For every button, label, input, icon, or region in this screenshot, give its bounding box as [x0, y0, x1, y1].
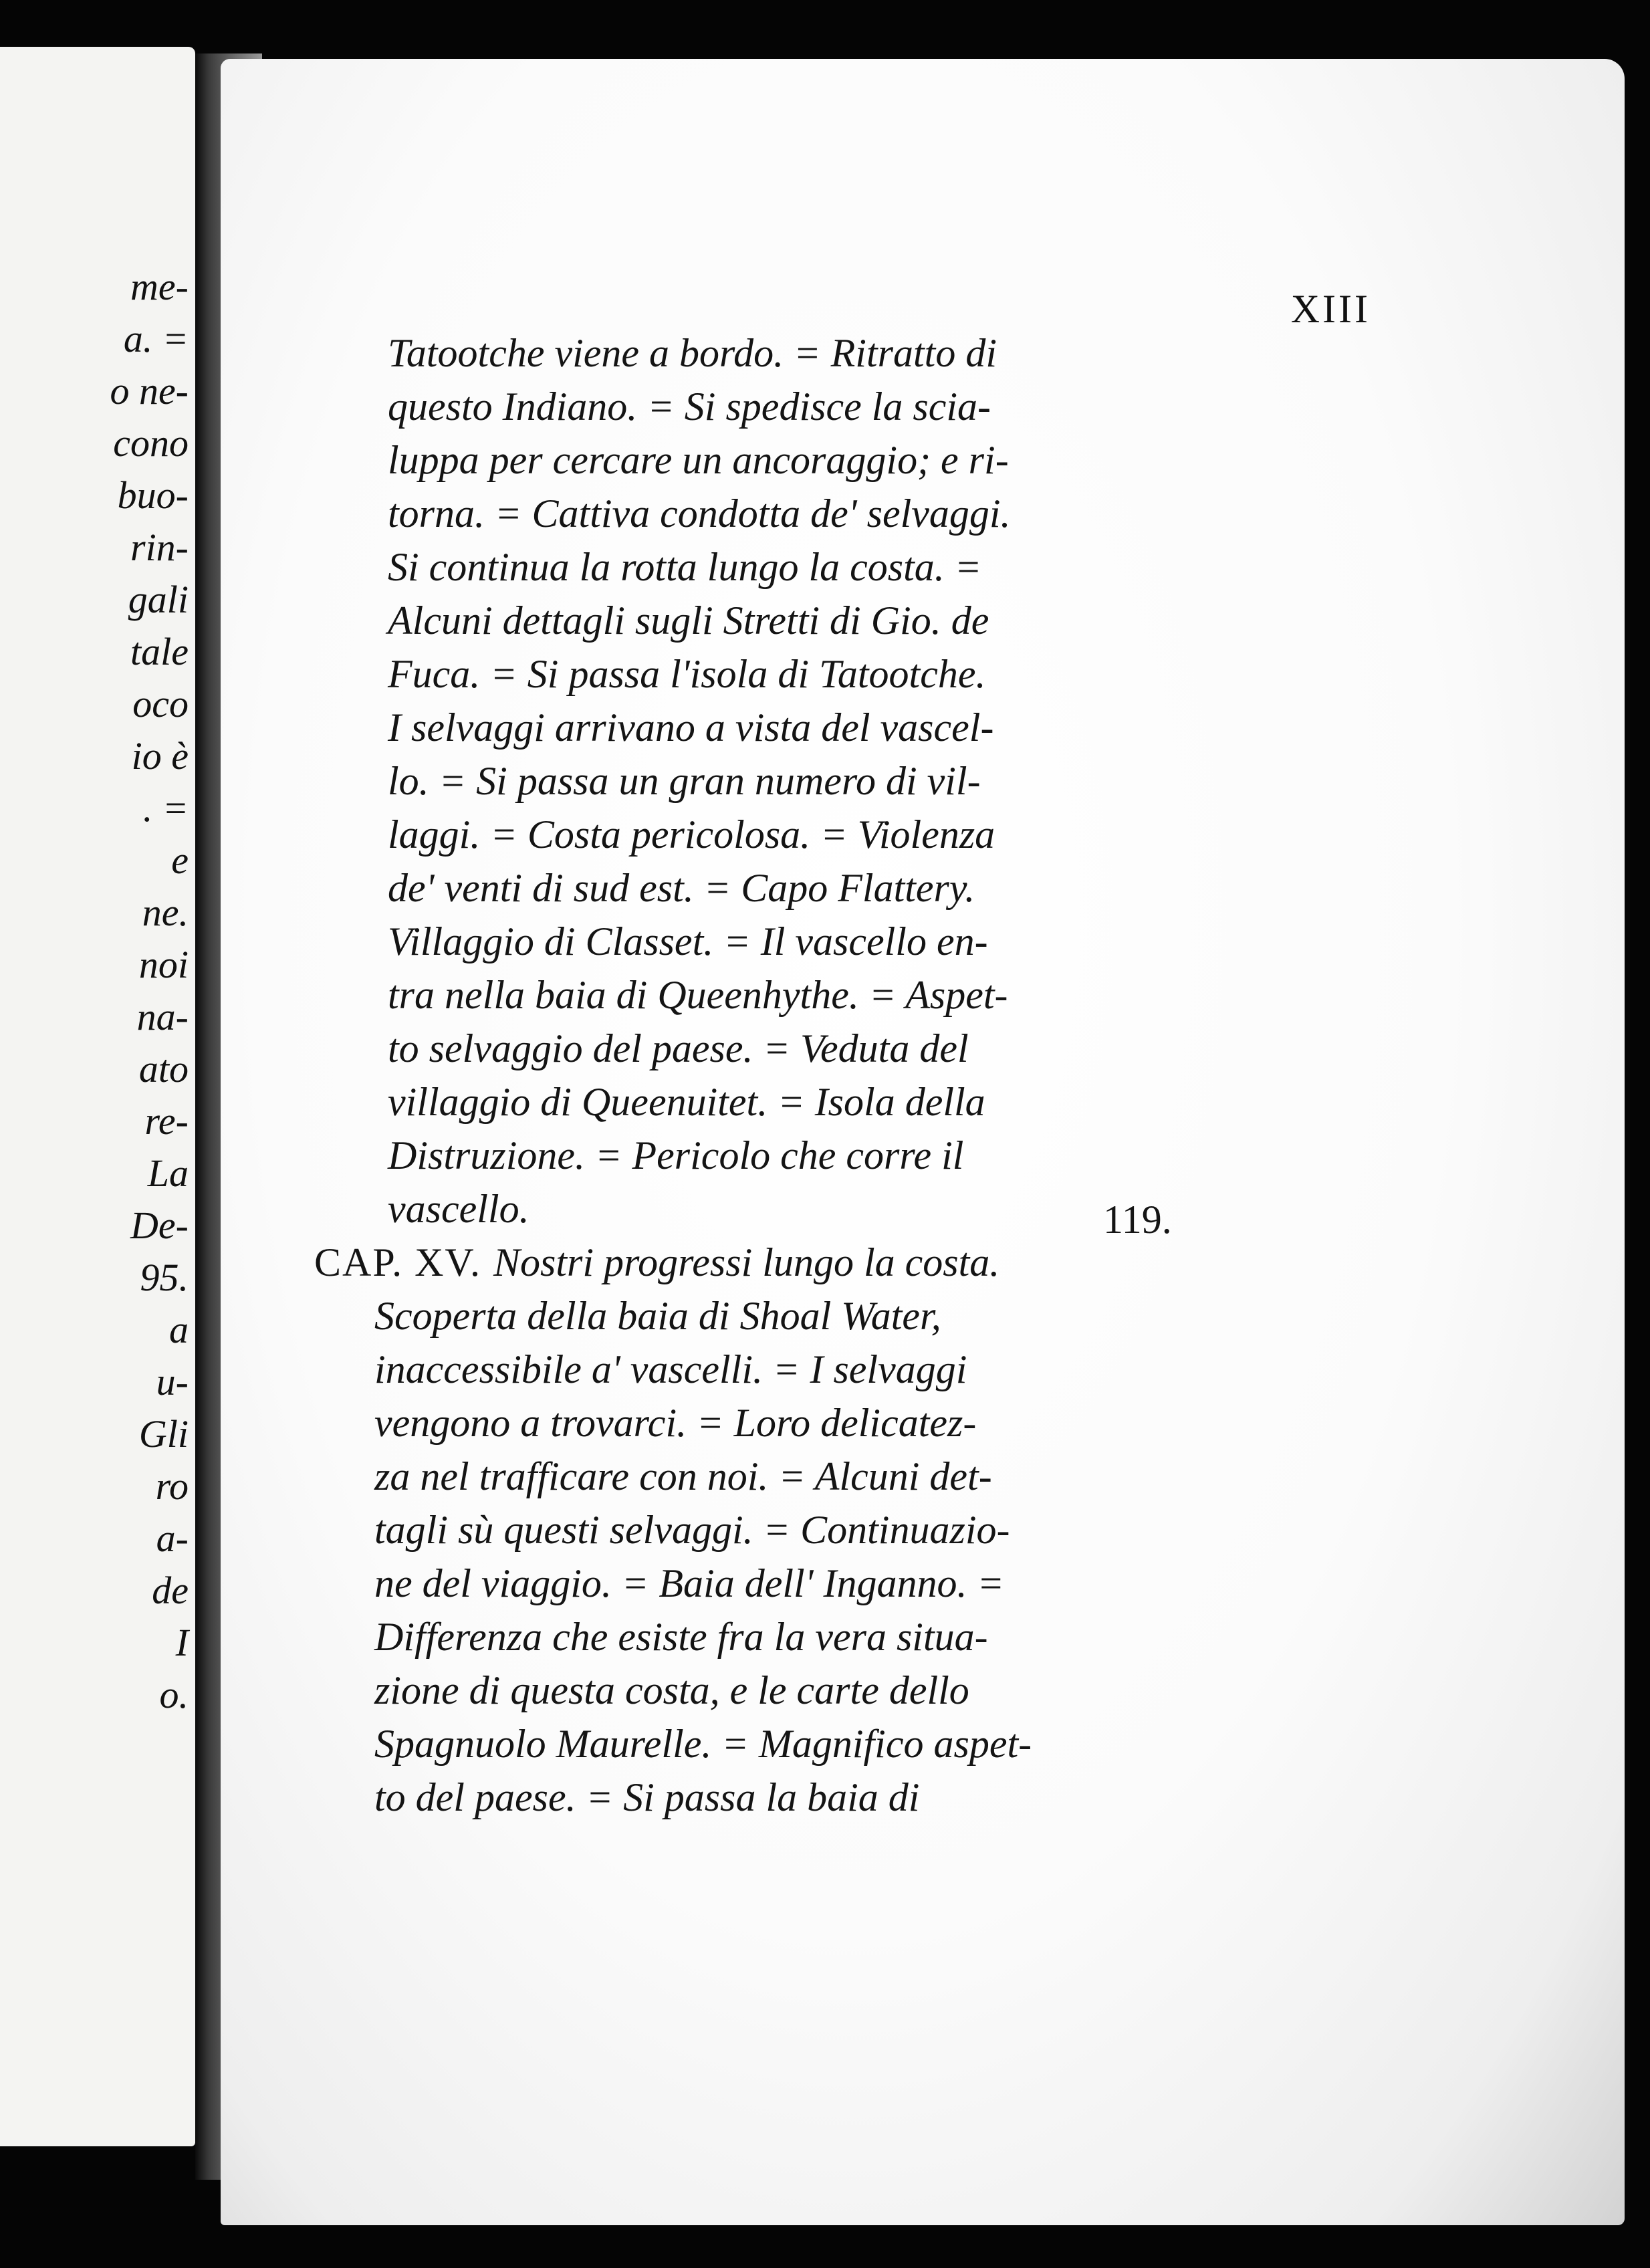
left-line: e	[171, 838, 189, 882]
main-page	[221, 59, 1625, 2225]
text-line: Tatootche viene a bordo. = Ritratto di	[388, 331, 997, 375]
left-line: 95.	[140, 1256, 189, 1299]
text-line: za nel trafficare con noi. = Alcuni det-	[374, 1454, 992, 1498]
text-line: to del paese. = Si passa la baia di	[374, 1775, 920, 1819]
page-number: XIII	[1290, 287, 1371, 331]
left-line: cono	[113, 421, 189, 465]
left-line: ato	[138, 1047, 189, 1091]
left-line: a-	[156, 1516, 189, 1560]
left-line: o.	[159, 1673, 189, 1716]
text-line: torna. = Cattiva condotta de' selvaggi.	[388, 491, 1011, 536]
text-line: vengono a trovarci. = Loro delicatez-	[374, 1401, 977, 1445]
text-line: lo. = Si passa un gran numero di vil-	[388, 759, 981, 803]
left-line: gali	[128, 578, 189, 621]
text-line: vascello.	[388, 1187, 529, 1231]
chapter-first-line: Nostri progressi lungo la costa.	[493, 1240, 1000, 1284]
text-line: ne del viaggio. = Baia dell' Inganno. =	[374, 1561, 1004, 1605]
text-line: Villaggio di Classet. = Il vascello en-	[388, 919, 988, 963]
text-line: Alcuni dettagli sugli Stretti di Gio. de	[388, 598, 989, 643]
left-line: a	[169, 1308, 189, 1351]
text-line: Scoperta della baia di Shoal Water,	[374, 1294, 941, 1338]
text-line: inaccessibile a' vascelli. = I selvaggi	[374, 1347, 967, 1391]
left-line: ne.	[142, 891, 189, 934]
text-line: I selvaggi arrivano a vista del vascel-	[388, 705, 994, 750]
chapter-heading-line	[314, 1242, 999, 1282]
left-line: io è	[131, 734, 189, 778]
left-line: u-	[156, 1360, 189, 1403]
text-line: zione di questa costa, e le carte dello	[374, 1668, 969, 1712]
text-line: luppa per cercare un ancoraggio; e ri-	[388, 438, 1009, 482]
left-line: re-	[144, 1099, 189, 1143]
text-line: to selvaggio del paese. = Veduta del	[388, 1026, 969, 1070]
text-line: tra nella baia di Queenhythe. = Aspet-	[388, 973, 1008, 1017]
left-line: a. =	[123, 317, 189, 360]
left-line: buo-	[117, 473, 189, 517]
left-line: tale	[130, 630, 189, 673]
left-line: oco	[132, 682, 189, 725]
text-line: Si continua la rotta lungo la costa. =	[388, 545, 982, 589]
text-line: questo Indiano. = Si spedisce la scia-	[388, 384, 991, 429]
left-line: de	[152, 1569, 189, 1612]
page-reference: 119.	[1103, 1198, 1172, 1242]
left-line: De-	[130, 1204, 189, 1247]
text-line: Differenza che esiste fra la vera situa-	[374, 1615, 988, 1659]
left-line: noi	[138, 943, 189, 986]
text-line: Distruzione. = Pericolo che corre il	[388, 1133, 964, 1177]
left-line: o ne-	[110, 369, 189, 413]
left-line: La	[147, 1151, 189, 1195]
text-line: Spagnuolo Maurelle. = Magnifico aspet-	[374, 1722, 1032, 1766]
text-line: laggi. = Costa pericolosa. = Violenza	[388, 812, 995, 857]
left-line: Gli	[138, 1412, 189, 1456]
left-line: me-	[130, 265, 189, 308]
left-page-fragment	[0, 47, 195, 2146]
text-line: de' venti di sud est. = Capo Flattery.	[388, 866, 975, 910]
text-line: Fuca. = Si passa l'isola di Tatootche.	[388, 652, 986, 696]
left-line: ro	[155, 1464, 189, 1508]
left-line: . =	[142, 786, 189, 830]
text-line: tagli sù questi selvaggi. = Continuazio-	[374, 1508, 1010, 1552]
left-line: I	[175, 1621, 189, 1664]
left-line: rin-	[130, 526, 189, 569]
text-line: villaggio di Queenuitet. = Isola della	[388, 1080, 985, 1124]
chapter-label: CAP. XV.	[314, 1240, 481, 1284]
left-line: na-	[136, 995, 189, 1038]
